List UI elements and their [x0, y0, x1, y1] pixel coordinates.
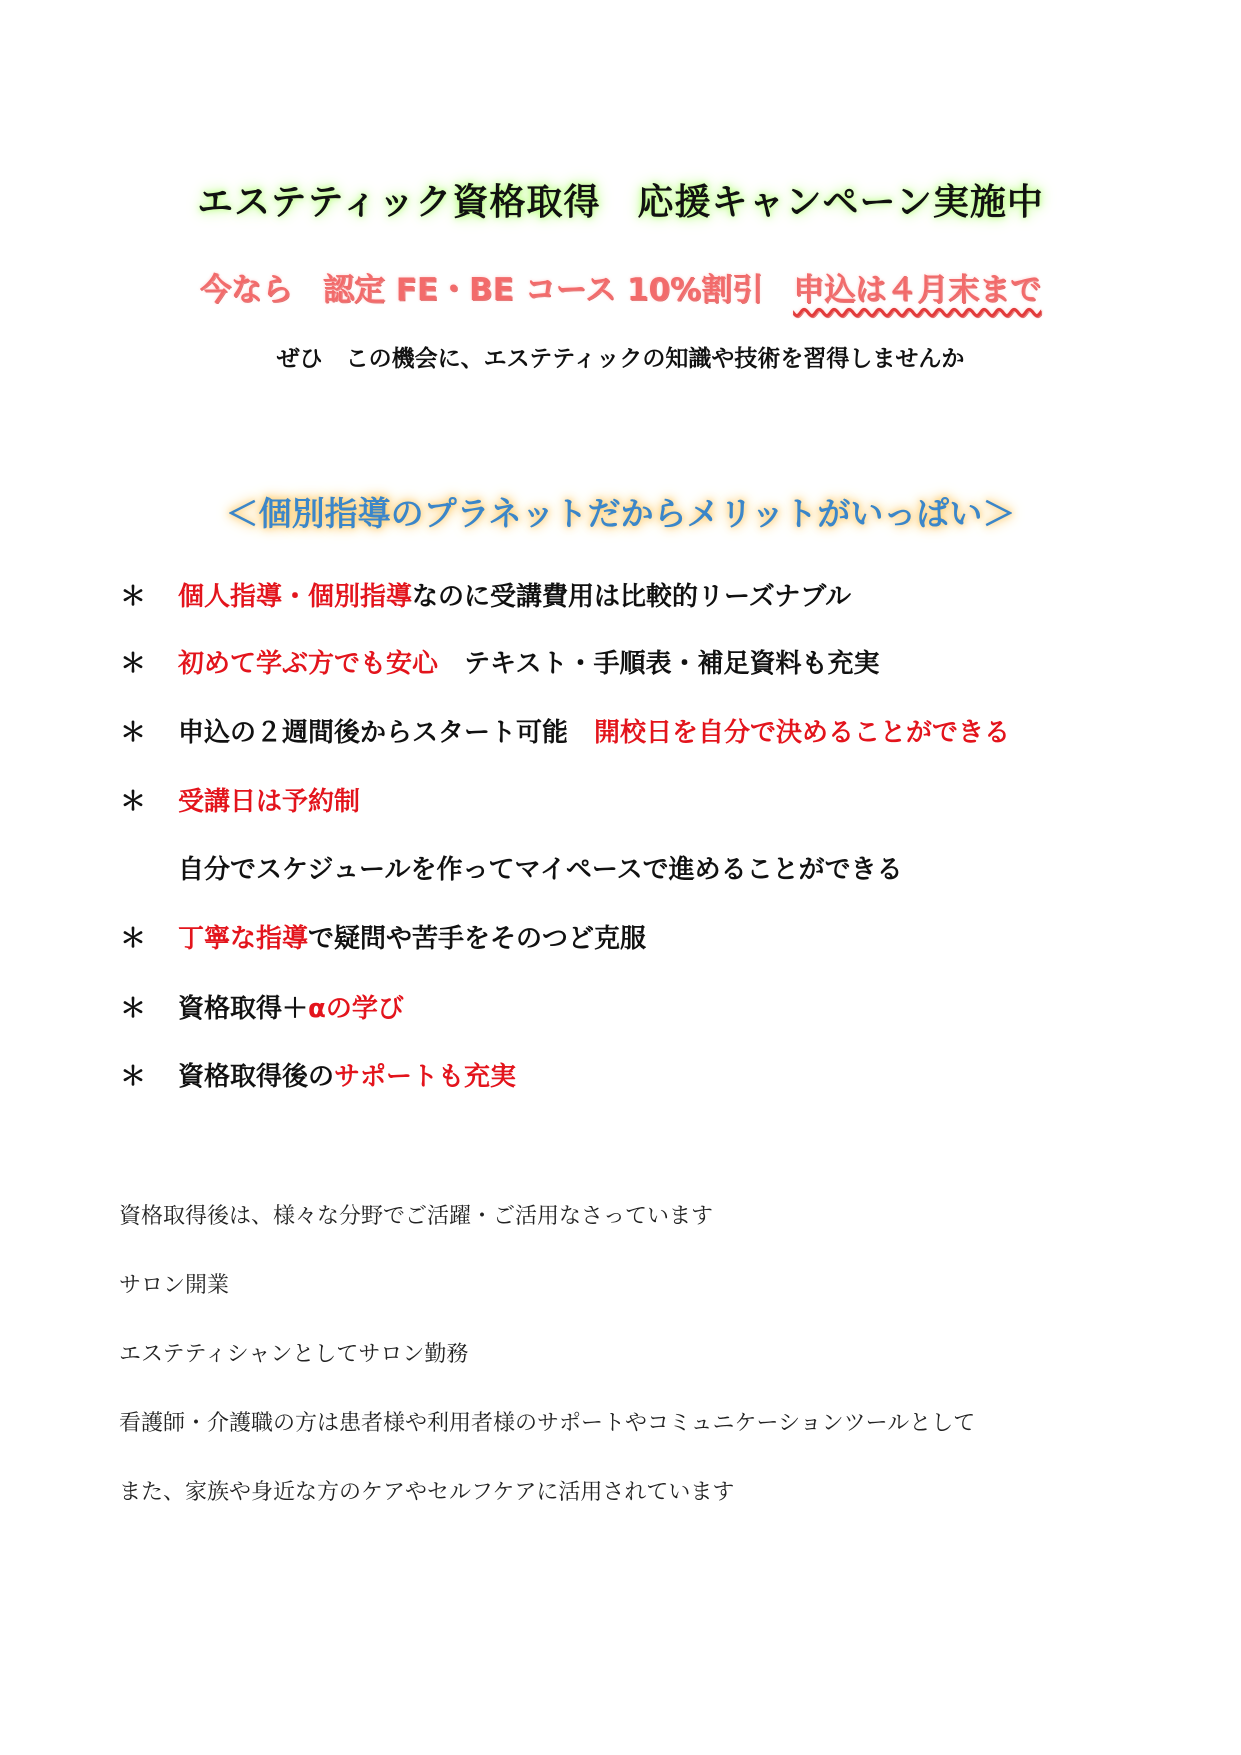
note-nursing: 看護師・介護職の方は患者様や利用者様のサポートやコミュニケーションツールとして: [119, 1411, 976, 1436]
offer-line: [0, 264, 1241, 309]
bullet-marker: ＊: [120, 994, 147, 1024]
note-salon-work: エステティシャンとしてサロン勤務: [119, 1342, 469, 1367]
note-intro: 資格取得後は、様々な分野でご活躍・ご活用なさっています: [119, 1204, 714, 1229]
merit-text: テキスト・手順表・補足資料も充実: [438, 649, 880, 679]
merit-highlight: 個人指導・個別指導: [178, 582, 413, 612]
merit-highlight: 開校日を自分で決めることができる: [594, 718, 1011, 748]
merit-highlight: αの学び: [308, 994, 404, 1024]
offer-now: 今なら: [199, 272, 293, 308]
merit-item-start: [120, 712, 1200, 752]
campaign-title: エステティック資格取得 応援キャンペーン実施中: [197, 182, 1044, 223]
bullet-marker: ＊: [120, 649, 147, 679]
merit-text: 自分でスケジュールを作ってマイペースで進めることができる: [178, 855, 903, 885]
merit-heading: ＜個別指導のプラネットだからメリットがいっぱい＞: [225, 494, 1016, 533]
merit-item-guidance: [120, 918, 1200, 958]
offer-discount: 認定 FE・BE コース 10%割引: [322, 272, 764, 308]
bullet-marker: ＊: [120, 1062, 147, 1092]
bullet-marker: ＊: [120, 787, 147, 817]
merit-item-reservation: [120, 781, 1200, 821]
merit-highlight: サポートも充実: [334, 1062, 517, 1092]
invitation-text: ぜひ この機会に、エステティックの知識や技術を習得しませんか: [276, 346, 965, 372]
merit-item-beginner: [120, 643, 1200, 683]
merit-highlight: 丁寧な指導: [178, 924, 309, 954]
merit-highlight: 受講日は予約制: [178, 787, 361, 817]
merit-item-alpha: [120, 988, 1200, 1028]
bullet-marker: ＊: [120, 718, 147, 748]
merit-text: なのに受講費用は比較的リーズナブル: [412, 582, 852, 612]
bullet-marker: ＊: [120, 924, 147, 954]
note-selfcare: また、家族や身近な方のケアやセルフケアに活用されています: [119, 1480, 735, 1505]
offer-deadline: 申込は４月末まで: [793, 272, 1042, 308]
merit-text: 資格取得＋: [178, 994, 309, 1024]
merit-text: 申込の２週間後からスタート可能: [178, 718, 595, 748]
merit-item-support: [120, 1056, 1200, 1096]
merit-text: 資格取得後の: [178, 1062, 335, 1092]
merit-item-schedule: [120, 849, 1200, 889]
merit-text: で疑問や苦手をそのつど克服: [308, 924, 647, 954]
note-salon-open: サロン開業: [119, 1273, 230, 1298]
merit-highlight: 初めて学ぶ方でも安心: [178, 649, 439, 679]
merit-item-affordable: [120, 576, 1200, 616]
bullet-marker: ＊: [120, 582, 147, 612]
